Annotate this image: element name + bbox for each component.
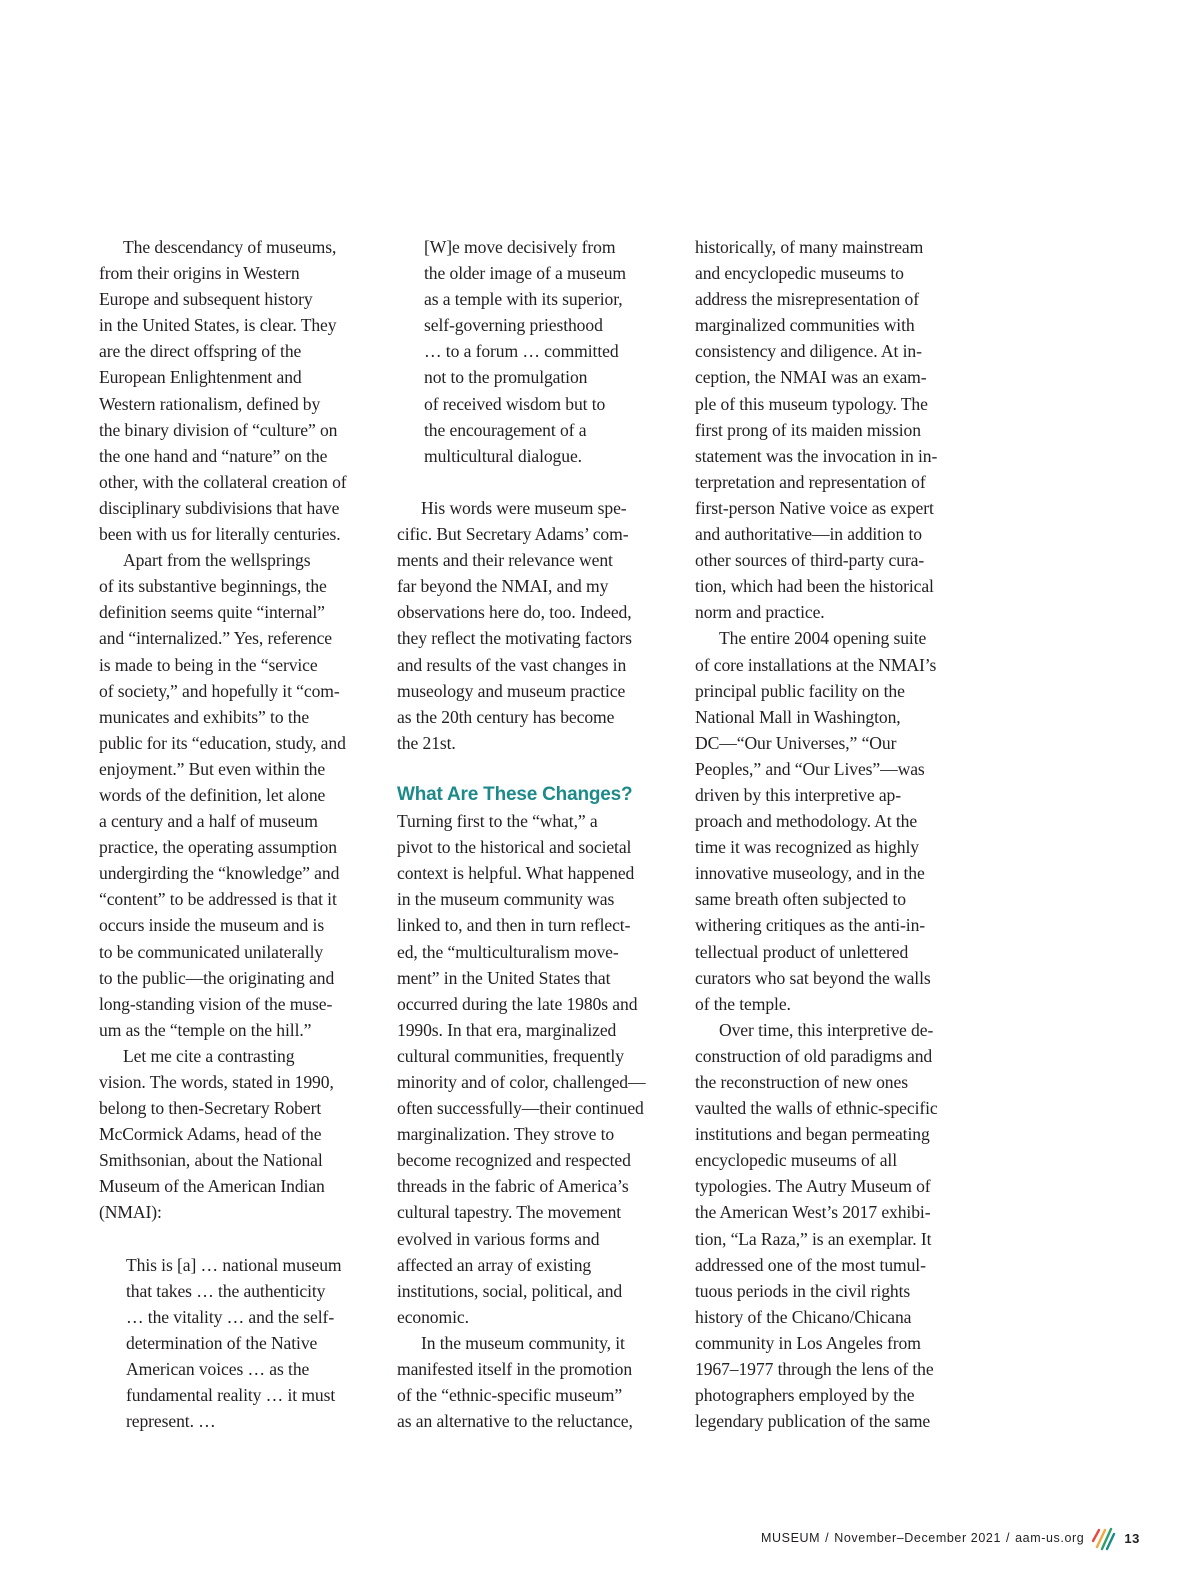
text-line: Europe and subsequent history <box>99 289 313 310</box>
block-quote-line: as a temple with its superior, <box>424 289 623 310</box>
text-line: address the misrepresentation of <box>695 289 919 310</box>
text-line: marginalized communities with <box>695 315 915 336</box>
text-line: the American West’s 2017 exhibi- <box>695 1202 931 1223</box>
block-quote-line: multicultural dialogue. <box>424 445 582 466</box>
text-line: institutions and began permeating <box>695 1124 930 1145</box>
text-line: threads in the fabric of America’s <box>397 1176 629 1197</box>
text-line: DC—“Our Universes,” “Our <box>695 732 897 753</box>
magazine-name: MUSEUM <box>761 1531 821 1545</box>
text-line: and results of the vast changes in <box>397 654 627 675</box>
block-quote-line: of received wisdom but to <box>424 393 606 414</box>
page-number: 13 <box>1124 1530 1140 1546</box>
text-line: cific. But Secretary Adams’ com- <box>397 524 629 545</box>
text-line: of the temple. <box>695 993 791 1014</box>
text-line: public for its “education, study, and <box>99 732 346 753</box>
text-line: cultural communities, frequently <box>397 1045 624 1066</box>
text-line: Let me cite a contrasting <box>123 1045 295 1066</box>
text-line: in the United States, is clear. They <box>99 315 337 336</box>
text-line: legendary publication of the same <box>695 1411 931 1432</box>
text-line: vaulted the walls of ethnic-specific <box>695 1098 938 1119</box>
text-line: and encyclopedic museums to <box>695 263 904 284</box>
block-quote-line: This is [a] … national museum <box>126 1254 342 1275</box>
text-line: other sources of third-party cura- <box>695 550 925 571</box>
footer-separator: / <box>825 1531 830 1545</box>
text-line: to be communicated unilaterally <box>99 941 324 962</box>
text-line: photographers employed by the <box>695 1385 915 1406</box>
text-line: principal public facility on the <box>695 680 905 701</box>
text-line: vision. The words, stated in 1990, <box>99 1072 334 1092</box>
text-line: linked to, and then in turn reflect- <box>397 915 631 936</box>
text-line: as an alternative to the reluctance, <box>397 1411 633 1432</box>
text-line: curators who sat beyond the walls <box>695 967 931 988</box>
section-heading: What Are These Changes? <box>397 783 633 805</box>
text-line: Western rationalism, defined by <box>99 393 321 414</box>
text-line: European Enlightenment and <box>99 367 302 388</box>
text-line: addressed one of the most tumul- <box>695 1254 926 1275</box>
text-line: far beyond the NMAI, and my <box>397 576 609 597</box>
text-line: driven by this interpretive ap- <box>695 784 902 805</box>
text-line: other, with the collateral creation of <box>99 471 347 492</box>
text-line: minority and of color, challenged— <box>397 1072 646 1092</box>
text-line: community in Los Angeles from <box>695 1332 921 1353</box>
text-line: is made to being in the “service <box>99 654 318 675</box>
text-line: withering critiques as the anti-in- <box>695 915 926 936</box>
text-line: marginalization. They strove to <box>397 1124 615 1145</box>
text-line: the reconstruction of new ones <box>695 1072 908 1092</box>
text-line: cultural tapestry. The movement <box>397 1202 622 1223</box>
text-line: tion, “La Raza,” is an exemplar. It <box>695 1228 932 1249</box>
text-line: observations here do, too. Indeed, <box>397 602 632 623</box>
page-footer <box>761 1524 1140 1552</box>
text-line: McCormick Adams, head of the <box>99 1124 322 1145</box>
text-line: evolved in various forms and <box>397 1228 600 1249</box>
text-line: undergirding the “knowledge” and <box>99 863 340 884</box>
issue-date: November–December 2021 <box>834 1531 1002 1545</box>
text-line: ple of this museum typology. The <box>695 393 928 414</box>
text-line: Apart from the wellsprings <box>123 550 311 571</box>
block-quote-line: determination of the Native <box>126 1332 318 1353</box>
text-line: a century and a half of museum <box>99 811 318 832</box>
text-line: Museum of the American Indian <box>99 1176 325 1197</box>
block-quote-line: American voices … as the <box>126 1359 310 1380</box>
column-1 <box>99 234 377 1434</box>
text-line: construction of old paradigms and <box>695 1045 933 1066</box>
text-line: museology and museum practice <box>397 680 626 701</box>
block-quote-line: not to the promulgation <box>424 367 588 388</box>
text-line: historically, of many mainstream <box>695 237 924 257</box>
text-line: of the “ethnic-specific museum” <box>397 1385 623 1406</box>
text-line: history of the Chicano/Chicana <box>695 1306 912 1327</box>
text-line: (NMAI): <box>99 1202 162 1223</box>
text-line: The entire 2004 opening suite <box>719 628 927 649</box>
footer-separator: / <box>1006 1531 1011 1545</box>
block-quote-line: that takes … the authenticity <box>126 1280 326 1301</box>
text-line: definition seems quite “internal” <box>99 602 325 623</box>
text-line: to the public—the originating and <box>99 967 335 988</box>
text-line: tion, which had been the historical <box>695 576 934 597</box>
text-line: “content” to be addressed is that it <box>99 889 337 910</box>
text-line: are the direct offspring of the <box>99 341 302 362</box>
paragraph-gap <box>99 1226 377 1252</box>
block-quote-line: the older image of a museum <box>424 263 627 284</box>
text-line: ed, the “multiculturalism move- <box>397 941 619 962</box>
text-line: manifested itself in the promotion <box>397 1359 633 1380</box>
column-2 <box>397 234 672 1434</box>
text-line: the 21st. <box>397 732 456 753</box>
block-quote-line: … to a forum … committed <box>424 341 619 362</box>
text-line: consistency and diligence. At in- <box>695 341 922 362</box>
text-line: innovative museology, and in the <box>695 863 925 884</box>
text-line: pivot to the historical and societal <box>397 837 632 858</box>
text-line: first-person Native voice as expert <box>695 497 934 518</box>
text-line: The descendancy of museums, <box>123 237 337 257</box>
text-line: His words were museum spe- <box>421 497 627 518</box>
text-line: tuous periods in the civil rights <box>695 1280 911 1301</box>
text-line: encyclopedic museums of all <box>695 1150 898 1171</box>
text-line: municates and exhibits” to the <box>99 706 310 727</box>
logo-stroke <box>1093 1530 1099 1541</box>
text-line: first prong of its maiden mission <box>695 419 921 440</box>
text-line: Turning first to the “what,” a <box>397 811 598 832</box>
text-line: time it was recognized as highly <box>695 837 919 858</box>
text-line: Over time, this interpretive de- <box>719 1019 934 1040</box>
text-line: and “internalized.” Yes, reference <box>99 628 333 649</box>
text-line: the binary division of “culture” on <box>99 419 338 440</box>
text-line: words of the definition, let alone <box>99 784 326 805</box>
text-line: tellectual product of unlettered <box>695 941 909 962</box>
text-line: practice, the operating assumption <box>99 837 337 858</box>
text-line: been with us for literally centuries. <box>99 524 341 545</box>
column-3 <box>695 234 970 1434</box>
text-line: the one hand and “nature” on the <box>99 445 328 466</box>
text-line: context is helpful. What happened <box>397 863 635 884</box>
text-line: Smithsonian, about the National <box>99 1150 323 1171</box>
text-line: ments and their relevance went <box>397 550 613 571</box>
block-quote-line: the encouragement of a <box>424 419 587 440</box>
text-line: in the museum community was <box>397 889 615 910</box>
text-line: In the museum community, it <box>421 1332 625 1353</box>
text-line: ception, the NMAI was an exam- <box>695 367 927 388</box>
paragraph-gap <box>397 469 672 495</box>
text-line: economic. <box>397 1306 469 1327</box>
text-line: from their origins in Western <box>99 263 300 284</box>
text-line: um as the “temple on the hill.” <box>99 1019 312 1040</box>
text-line: enjoyment.” But even within the <box>99 758 326 779</box>
text-line: 1990s. In that era, marginalized <box>397 1019 617 1040</box>
text-line: National Mall in Washington, <box>695 706 901 727</box>
text-line: ment” in the United States that <box>397 967 611 988</box>
text-line: statement was the invocation in in- <box>695 445 938 466</box>
block-quote-line: self-governing priesthood <box>424 315 603 336</box>
text-line: proach and methodology. At the <box>695 811 918 832</box>
text-line: become recognized and respected <box>397 1150 631 1171</box>
website-link[interactable]: aam-us.org <box>1015 1531 1085 1545</box>
text-line: belong to then-Secretary Robert <box>99 1098 322 1119</box>
text-line: norm and practice. <box>695 602 825 623</box>
text-line: long-standing vision of the muse- <box>99 993 333 1014</box>
block-quote-line: … the vitality … and the self- <box>126 1306 335 1327</box>
block-quote-line: represent. … <box>126 1411 216 1432</box>
text-line: institutions, social, political, and <box>397 1280 623 1301</box>
block-quote-line: [W]e move decisively from <box>424 237 616 257</box>
aam-logo-icon <box>1090 1524 1116 1552</box>
text-line: occurred during the late 1980s and <box>397 993 638 1014</box>
text-line: affected an array of existing <box>397 1254 592 1275</box>
text-line: as the 20th century has become <box>397 706 615 727</box>
text-line: of core installations at the NMAI’s <box>695 654 937 675</box>
text-line: of society,” and hopefully it “com- <box>99 680 340 701</box>
text-line: typologies. The Autry Museum of <box>695 1176 931 1197</box>
text-line: often successfully—their continued <box>397 1098 644 1119</box>
text-line: 1967–1977 through the lens of the <box>695 1359 934 1380</box>
text-line: Peoples,” and “Our Lives”—was <box>695 758 925 779</box>
text-line: they reflect the motivating factors <box>397 628 632 649</box>
text-line: disciplinary subdivisions that have <box>99 497 340 518</box>
paragraph-gap <box>397 756 672 782</box>
block-quote-line: fundamental reality … it must <box>126 1385 336 1406</box>
text-line: terpretation and representation of <box>695 471 926 492</box>
text-line: same breath often subjected to <box>695 889 906 910</box>
text-line: and authoritative—in addition to <box>695 524 922 545</box>
text-line: occurs inside the museum and is <box>99 915 325 936</box>
text-line: of its substantive beginnings, the <box>99 576 327 597</box>
